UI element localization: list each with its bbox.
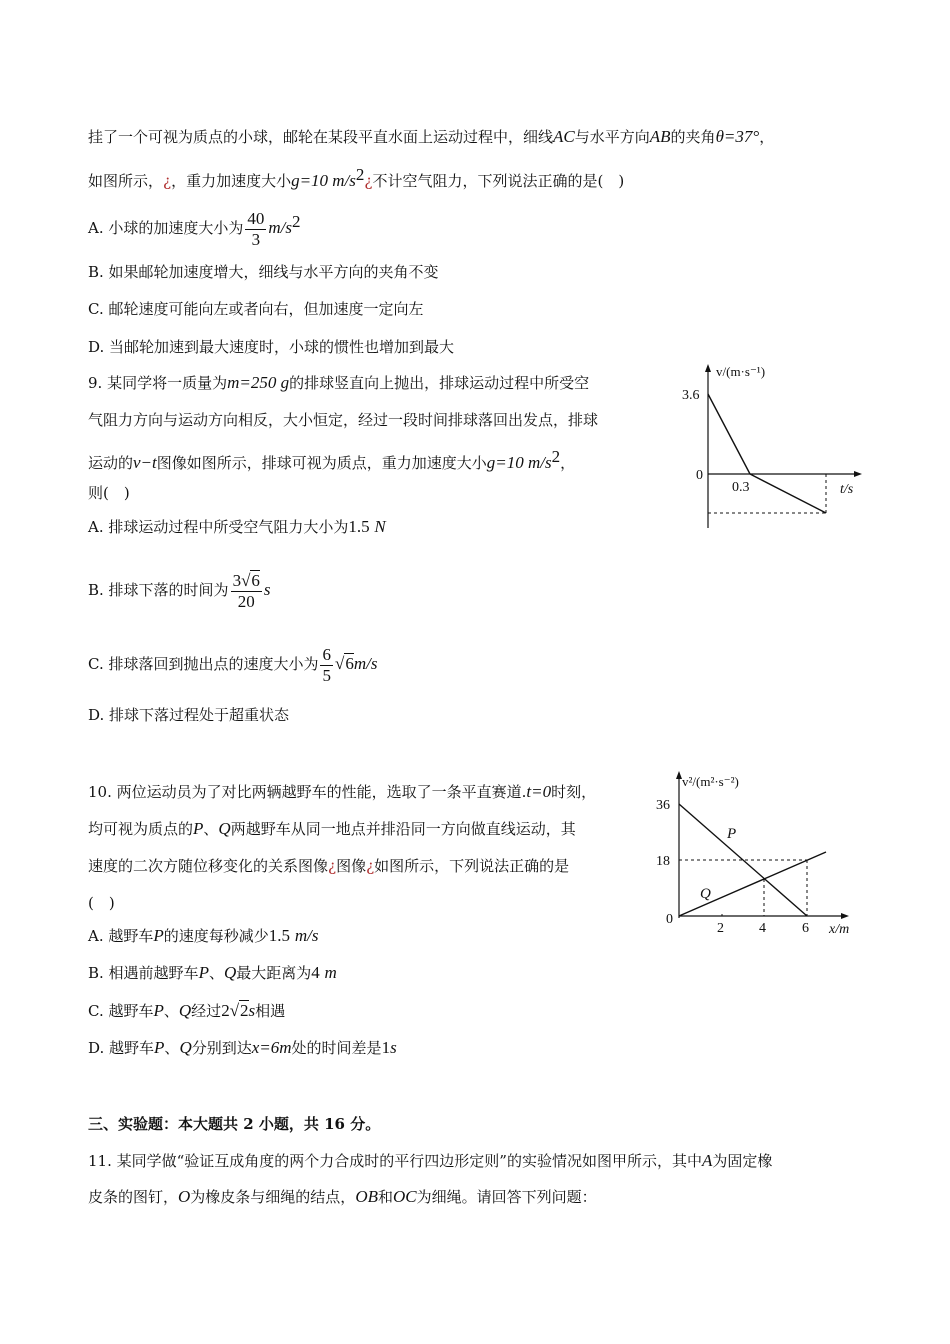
q8-option-d[interactable]: D. 当邮轮加速到最大速度时，小球的惯性也增加到最大 [88,338,455,356]
text: 最大距离为 [236,964,312,982]
unit: m/s [268,218,292,237]
math-Q: Q [218,819,231,838]
unit: m [279,1038,292,1057]
text: C. 越野车 [88,1002,154,1020]
math-Q: Q [178,1001,192,1020]
math-AC: AC [553,127,575,146]
text: 均可视为质点的 [88,820,194,838]
math-Q: Q [179,1038,192,1057]
origin-label: 0 [696,468,703,483]
q10-option-d[interactable] [88,1037,397,1059]
unit: s [248,1001,256,1020]
y-axis-label: v/(m·s⁻¹) [716,364,766,379]
text: ， [759,128,775,146]
line-Q [679,852,826,916]
numerator: 40 [247,208,265,228]
q9-stem-line-3 [88,446,575,474]
x-tick-2: 2 [717,921,724,936]
q9-stem-line-1 [88,372,589,394]
math-theta: θ=37° [715,127,760,146]
q10-stem-line-2 [88,818,576,840]
q11-stem-line-1 [88,1150,772,1172]
text: 9. 某同学将一质量为 [88,374,228,392]
text: 的夹角 [670,128,716,146]
text: 11. 某同学做“验证互成角度的两个力合成时的平行四边形定则”的实验情况如图甲所示，其中 [88,1152,702,1170]
q11-stem-line-2 [88,1186,597,1208]
unit: N [374,517,386,536]
q8-option-b[interactable]: B. 如果邮轮加速度增大，细线与水平方向的夹角不变 [88,263,439,281]
q9-option-d[interactable]: D. 排球下落过程处于超重状态 [88,706,290,724]
text: 为橡皮条与细绳的结点， [190,1188,356,1206]
text: 的速度每秒减少 [163,927,269,945]
q10-option-a[interactable] [88,925,318,947]
math-t: t=0 [526,782,552,801]
q10-stem-line-3 [88,855,569,877]
text: 为细绳。请回答下列问题： [416,1188,597,1206]
x-axis-label: x/m [829,922,850,937]
sqrt-sign: √ [241,570,251,590]
math-O: O [178,1187,191,1206]
math-P: P [193,819,204,838]
math-OC: OC [393,1187,417,1206]
math-A: A [701,1151,713,1170]
q8-stem-line-2 [88,164,624,192]
text: 图像如图所示，排球可视为质点，重力加速度大小 [156,454,487,472]
text: 相遇 [255,1002,286,1020]
text: 的排球竖直向上抛出，排球运动过程中所受空 [289,374,590,392]
x-tick-4: 4 [759,921,766,936]
math-AB: AB [649,127,671,146]
denominator: 3 [251,229,261,249]
q10-stem-line-1 [88,781,596,803]
coefficient: 2 [221,1001,230,1020]
text: 不计空气阻力，下列说法正确的是( ) [372,172,625,190]
glitch-char: ¿ [364,172,373,190]
numerator: 6 [322,644,331,664]
glitch-char: ¿ [163,172,172,190]
text: ，重力加速度大小 [171,172,292,190]
text: 分别到达 [191,1039,252,1057]
denominator: 20 [237,591,255,611]
x-axis-label: t/s [840,482,854,497]
text: 经过 [191,1002,222,1020]
text: B. 排球下落的时间为 [88,581,229,599]
q10-option-b[interactable] [88,962,337,984]
text: A. 排球运动过程中所受空气阻力大小为 [88,518,349,536]
math-P: P [153,926,164,945]
math-g: g=10 m/s [486,453,552,472]
descent-segment [750,474,826,513]
radicand: 2 [240,1001,249,1020]
text: 如图所示， [88,172,164,190]
math-Q: Q [223,963,237,982]
unit: s [390,1038,397,1057]
text: 、 [203,820,219,838]
x-tick-label: 0.3 [732,480,750,495]
glitch-char: ¿ [328,857,337,875]
q8-option-a[interactable] [88,200,301,250]
text: 和 [377,1188,393,1206]
fraction [231,571,262,612]
q9-stem-line-4: 则( ) [88,484,130,502]
text: 、 [208,964,224,982]
exponent: 2 [355,165,365,184]
value: 1.5 [348,517,370,536]
text: 、 [163,1002,179,1020]
text: 皮条的图钉， [88,1188,179,1206]
q9-option-a[interactable] [88,516,386,538]
fraction [320,645,333,686]
q9-vt-graph [676,360,876,535]
exponent: 2 [551,447,561,466]
origin-label: 0 [666,912,673,927]
q8-option-c[interactable]: C. 邮轮速度可能向左或者向右，但加速度一定向左 [88,300,424,318]
q10-option-c[interactable] [88,1000,285,1022]
x-tick-6: 6 [802,921,809,936]
radicand: 6 [345,654,354,673]
math-m: m=250 g [227,373,290,392]
text: C. 排球落回到抛出点的速度大小为 [88,655,319,673]
y-tick-18: 18 [656,854,670,869]
y-axis-arrow [705,364,711,372]
math-g: g=10 m/s [291,171,356,190]
label-Q: Q [700,886,711,902]
value: 1.5 [268,926,291,945]
sqrt-sign: √ [334,654,345,673]
x-axis-arrow [841,913,849,919]
glitch-char: ¿ [366,857,375,875]
text: 速度的二次方随位移变化的关系图像 [88,857,329,875]
text: 图像 [336,857,367,875]
text: 时刻， [551,783,597,801]
section-3-title: 三、实验题：本大题共 2 小题，共 16 分。 [88,1115,381,1133]
x-axis-arrow [854,471,862,477]
label-P: P [727,826,737,842]
q10-stem-line-4: ( ) [88,894,115,912]
text: A. 越野车 [88,927,154,945]
unit: m/s [294,926,319,945]
math-vt: v−t [133,453,157,472]
text: 10. 两位运动员为了对比两辆越野车的性能，选取了一条平直赛道. [88,783,527,801]
sqrt-sign: √ [229,1001,240,1020]
text: 挂了一个可视为质点的小球，邮轮在某段平直水面上运动过程中，细线 [88,128,554,146]
text: 运动的 [88,454,134,472]
text: B. 相遇前越野车 [88,964,199,982]
numerator [231,571,262,592]
math-OB: OB [355,1187,378,1206]
q10-v2x-graph [652,766,872,941]
denominator: 5 [322,665,331,685]
radicand: 6 [251,570,260,590]
math-P: P [153,1001,164,1020]
text: ， [560,454,576,472]
y-axis-label: v²/(m²·s⁻²) [682,774,739,789]
ascent-segment [708,394,750,474]
exponent: 2 [292,212,301,231]
text: D. 越野车 [88,1039,155,1057]
unit: m [324,963,337,982]
value: 1 [381,1038,391,1057]
text: 、 [164,1039,180,1057]
y-tick-label: 3.6 [682,388,700,403]
text: 为固定橡 [712,1152,773,1170]
y-tick-36: 36 [656,798,670,813]
unit: m/s [353,654,378,673]
q9-stem-line-2: 气阻力方向与运动方向相反，大小恒定，经过一段时间排球落回出发点，排球 [88,411,599,429]
text: 处的时间差是 [291,1039,382,1057]
value: 4 [311,963,320,982]
coefficient: 3 [232,570,242,590]
math-x: x=6 [251,1038,280,1057]
text: 如图所示，下列说法正确的是 [374,857,570,875]
q9-option-c[interactable] [88,642,377,686]
fraction [245,209,266,250]
q9-option-b[interactable] [88,566,271,614]
q8-stem-line-1 [88,126,774,148]
math-P: P [198,963,209,982]
unit: s [263,580,271,599]
math-P: P [154,1038,165,1057]
text: A. 小球的加速度大小为 [88,219,244,237]
text: 与水平方向 [574,128,650,146]
text: 两越野车从同一地点并排沿同一方向做直线运动，其 [230,820,576,838]
